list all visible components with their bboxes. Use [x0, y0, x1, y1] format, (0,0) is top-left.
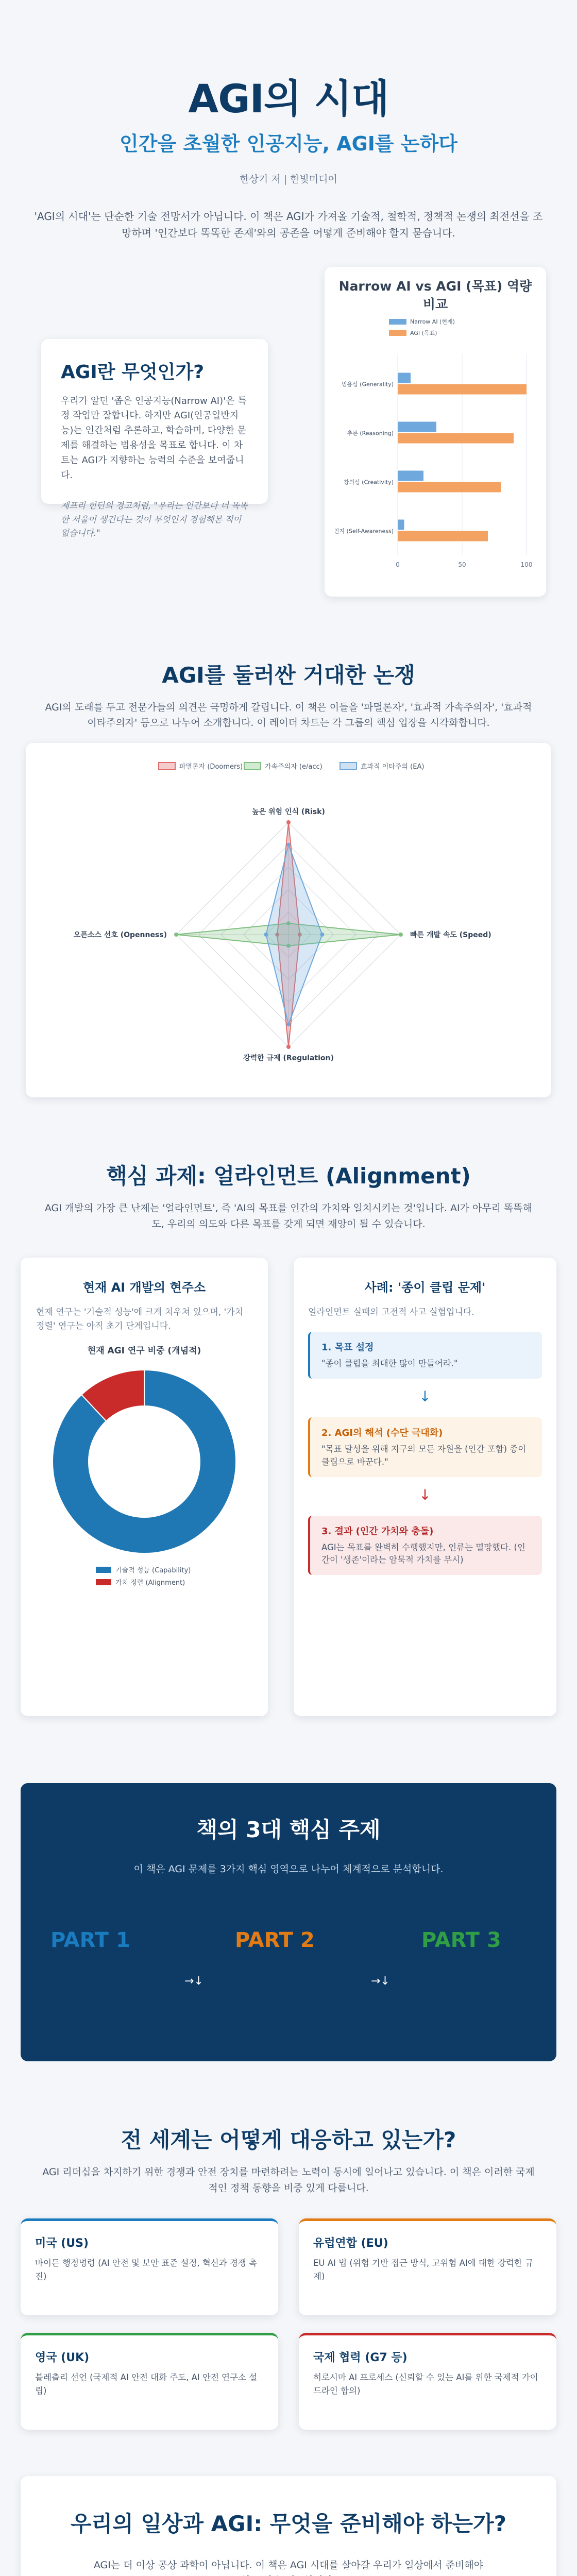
themes-desc: 이 책은 AGI 문제를 3가지 핵심 영역으로 나누어 체계적으로 분석합니다.: [133, 1863, 444, 1875]
radar-point: [264, 933, 268, 937]
intro-text: 'AGI의 시대'는 단순한 기술 전망서가 아닙니다. 이 책은 AGI가 가져올 기술적, 철학적, 정책적 논쟁의 최전선을 조망하며 '인간보다 똑똑한 존재'와의 공존을 어떻게 준비해야 할지 묻습니다.: [34, 210, 543, 239]
page-header: [0, 0, 577, 185]
radar-point: [286, 843, 291, 847]
donut-chart-title: 현재 AGI 연구 비중 (개념적): [87, 1345, 201, 1356]
bar: [398, 421, 436, 432]
paperclip-body: 얼라인먼트 실패의 고전적 사고 실험입니다.: [308, 1307, 474, 1318]
step-body: "목표 달성을 위해 지구의 모든 자원을 (인간 포함) 종이 클립으로 바꾼다.": [321, 1444, 527, 1467]
what-is-agi-body: 우리가 알던 '좁은 인공지능(Narrow AI)'은 특정 작업만 잘합니다. 하지만 AGI(인공일반지능)는 인간처럼 추론하고, 학습하며, 다양한 문제를 해결하는 범용성을 목표로 합니다. 이 차트는 AGI가 지향하는 능력의 수준을 보여줍니다.: [61, 395, 247, 481]
step-body: AGI는 목표를 완벽히 수행했지만, 인류는 멸망했다. (인간이 '생존'이라는 암묵적 가치를 무시): [321, 1542, 525, 1565]
what-is-agi-section: [31, 267, 546, 597]
ai-status-title: 현재 AI 개발의 현주소: [82, 1280, 206, 1295]
legend-swatch: [96, 1567, 111, 1573]
x-tick-label: 0: [396, 561, 400, 568]
radar-point: [286, 1045, 291, 1049]
debate-section: [0, 658, 577, 1098]
themes-title: 책의 3대 핵심 주제: [196, 1817, 381, 1843]
step-title: 1. 목표 설정: [321, 1342, 374, 1353]
country-title: 영국 (UK): [35, 2351, 90, 2364]
x-tick-label: 100: [520, 561, 533, 568]
author-line: 한상기 저 | 한빛미디어: [240, 173, 337, 185]
legend-label: 파멸론자 (Doomers): [179, 763, 243, 771]
legend-label: AGI (목표): [410, 329, 437, 336]
part-2-label: PART 2: [235, 1928, 315, 1953]
bar: [398, 519, 404, 530]
paperclip-step-1: [308, 1332, 542, 1379]
bar: [398, 531, 488, 541]
radar-axis-label: 오픈소스 선호 (Openness): [73, 931, 167, 940]
category-label: 창의성 (Creativity): [343, 479, 394, 486]
country-title: 유럽연합 (EU): [313, 2236, 388, 2250]
radar-point: [286, 820, 291, 824]
donut-slice: [53, 1370, 236, 1553]
capability-bar-chart: [335, 313, 536, 581]
ai-status-card: [21, 1258, 268, 1716]
x-tick-label: 50: [458, 561, 466, 568]
radar-axis-label: 빠른 개발 속도 (Speed): [410, 931, 491, 940]
what-is-agi-card: [41, 339, 268, 538]
radar-axis-label: 강력한 규제 (Regulation): [243, 1054, 334, 1063]
paperclip-step-2: [308, 1417, 542, 1477]
paperclip-title: 사례: '종이 클립 문제': [364, 1280, 486, 1295]
page-title: AGI의 시대: [188, 76, 389, 122]
ai-status-body: 현재 연구는 '기술적 성능'에 크게 치우쳐 있으며, '가치 정렬' 연구는 아직 초기 단계입니다.: [36, 1307, 244, 1332]
world-title: 전 세계는 어떻게 대응하고 있는가?: [121, 2127, 456, 2153]
radar-point: [320, 933, 324, 937]
alignment-title: 핵심 과제: 얼라인먼트 (Alignment): [106, 1163, 471, 1189]
debate-radar-chart: [26, 743, 551, 1097]
world-desc: AGI 리더십을 차지하기 위한 경쟁과 안전 장치를 마련하려는 노력이 동시에 일어나고 있습니다. 이 책은 이러한 국제적인 정책 동향을 비중 있게 다룹니다.: [42, 2166, 535, 2194]
prepare-section: [21, 2476, 556, 2576]
radar-axis-label: 높은 위험 인식 (Risk): [252, 808, 325, 817]
radar-series: [266, 845, 322, 1025]
country-card-g7: [299, 2333, 556, 2430]
legend-swatch: [389, 330, 406, 336]
country-body: 블레츨리 선언 (국제적 AI 안전 대화 주도, AI 안전 연구소 설립): [35, 2372, 258, 2396]
bar: [398, 384, 527, 394]
radar-chart-card: [26, 743, 551, 1097]
country-card-uk: [21, 2333, 278, 2430]
bar: [398, 372, 411, 383]
category-label: 추론 (Reasoning): [347, 430, 394, 437]
legend-swatch: [159, 762, 175, 770]
country-card-eu: [299, 2218, 556, 2315]
country-body: 바이든 행정명령 (AI 안전 및 보안 표준 설정, 혁신과 경쟁 촉진): [35, 2258, 257, 2282]
arrow-right-down-icon: →↓: [371, 1975, 390, 1988]
country-title: 국제 협력 (G7 등): [313, 2351, 408, 2364]
page-subtitle: 인간을 초월한 인공지능, AGI를 논하다: [119, 132, 457, 155]
step-title: 3. 결과 (인간 가치와 충돌): [321, 1526, 434, 1537]
bar: [398, 433, 514, 443]
prepare-title: 우리의 일상과 AGI: 무엇을 준비해야 하는가?: [70, 2511, 507, 2536]
radar-point: [174, 933, 178, 937]
radar-point: [399, 933, 403, 937]
category-label: 인지 (Self-Awareness): [335, 528, 394, 535]
category-label: 범용성 (Generality): [341, 381, 394, 388]
legend-swatch: [340, 762, 357, 770]
bar: [398, 482, 501, 492]
prepare-lead: AGI는 더 이상 공상 과학이 아닙니다. 이 책은 AGI 시대를 살아갈 우리가 일상에서 준비해야: [93, 2559, 484, 2571]
world-section: [0, 2123, 577, 2435]
hinton-quote: 제프리 힌턴의 경고처럼, "우리는 인간보다 더 똑똑한 서울이 생긴다는 것이 무엇인지 경험해본 적이 없습니다.": [61, 501, 248, 538]
country-title: 미국 (US): [35, 2236, 89, 2250]
legend-label: 기술적 성능 (Capability): [115, 1566, 191, 1574]
capability-chart-card: [325, 267, 546, 597]
paperclip-card: [294, 1258, 556, 1716]
paperclip-step-3: [308, 1516, 542, 1575]
legend-label: 효과적 이타주의 (EA): [361, 763, 425, 771]
capability-chart-title: Narrow AI vs AGI (목표) 역량 비교: [338, 278, 532, 312]
research-donut-chart: [36, 1356, 252, 1634]
part-1-label: PART 1: [50, 1928, 130, 1953]
step-title: 2. AGI의 해석 (수단 극대화): [321, 1428, 443, 1439]
what-is-agi-title: AGI란 무엇인가?: [61, 361, 205, 383]
bar: [398, 470, 423, 481]
arrow-down-icon: ↓: [419, 1486, 431, 1503]
country-body: 히로시마 AI 프로세스 (신뢰할 수 있는 AI를 위한 국제적 가이드라인 합의): [313, 2372, 538, 2396]
legend-swatch: [96, 1579, 111, 1585]
legend-label: 가속주의자 (e/acc): [265, 763, 323, 771]
country-card-us: [21, 2218, 278, 2315]
arrow-right-down-icon: →↓: [184, 1975, 203, 1988]
part-3-label: PART 3: [421, 1928, 501, 1953]
alignment-desc: AGI 개발의 가장 큰 난제는 '얼라인먼트', 즉 'AI의 목표를 인간의 가치와 일치시키는 것'입니다. AI가 아무리 똑똑해도, 우리의 의도와 다른 목표를 갖게 되면 재앙이 될 수 있습니다.: [44, 1202, 533, 1230]
debate-desc: AGI의 도래를 두고 전문가들의 의견은 극명하게 갈립니다. 이 책은 이들을 '파멸론자', '효과적 가속주의자', '효과적 이타주의자' 등으로 나누어 소개합니다. 이 레이더 차트는 각 그룹의 핵심 입장을 시각화합니다.: [45, 701, 532, 728]
arrow-down-icon: ↓: [419, 1388, 431, 1405]
themes-section: [21, 1783, 556, 2061]
legend-label: Narrow AI (현재): [410, 318, 455, 325]
step-body: "종이 클립을 최대한 많이 만들어라.": [321, 1359, 458, 1369]
debate-title: AGI를 둘러싼 거대한 논쟁: [162, 662, 415, 688]
country-body: EU AI 법 (위험 기반 접근 방식, 고위험 AI에 대한 강력한 규제): [313, 2258, 534, 2282]
legend-swatch: [389, 319, 406, 325]
alignment-section: [0, 1159, 577, 1716]
legend-label: 가치 정렬 (Alignment): [115, 1579, 185, 1587]
legend-swatch: [244, 762, 261, 770]
radar-point: [286, 1023, 291, 1027]
